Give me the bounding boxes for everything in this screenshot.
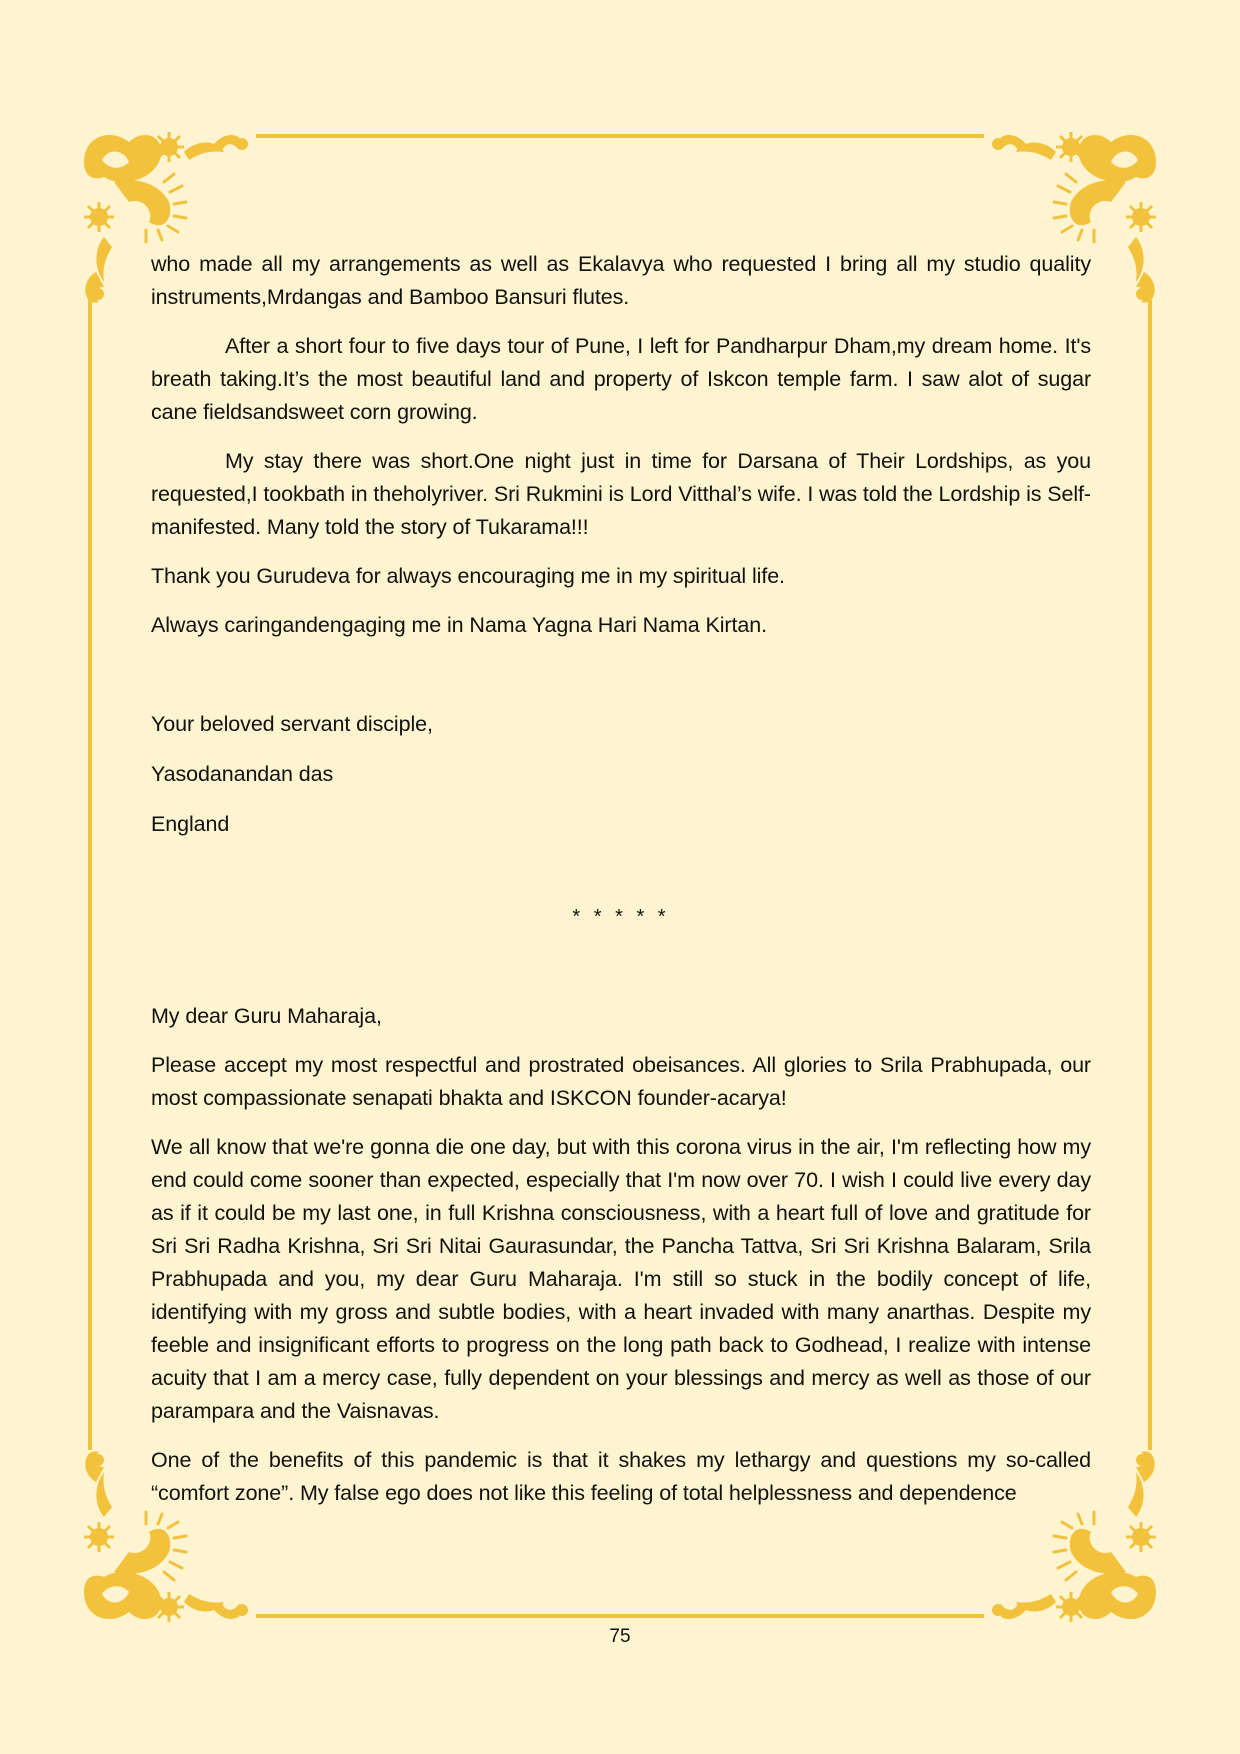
border-right-line [1148,300,1152,1450]
page-number: 75 [609,1626,631,1647]
border-left-line [88,300,92,1450]
letter2-paragraph: Please accept my most respectful and prostrated obeisances. All glories to Srila Prabhupada, our most compassionate senapati bhakta and ISKCON founder-acarya! [151,1053,1091,1110]
letter-1 [151,248,1091,841]
letter1-paragraph: My stay there was short.One night just in time for Darsana of Their Lordships, as you requested,I tookbath in theholyriver. Sri Rukmini is Lord Vitthal’s wife. I was told the Lordship is Self- manifested. Many told the story of Tukarama!!! [151,449,1091,539]
letter1-paragraph: Thank you Gurudeva for always encouraging me in my spiritual life. [151,564,785,588]
letter1-paragraph: Always caringandengaging me in Nama Yagna Hari Nama Kirtan. [151,613,767,637]
border-top-line [256,134,984,138]
signature-name: Yasodanandan das [151,762,334,786]
letter1-paragraph: who made all my arrangements as well as Ekalavya who requested I bring all my studio quality instruments,Mrdangas and Bamboo Bansuri flutes. [151,252,1091,309]
letter2-salutation: My dear Guru Maharaja, [151,1004,382,1028]
signature-location: England [151,812,230,836]
letter-2 [151,1000,1091,1510]
page-content [151,248,1091,1526]
border-bottom-line [256,1614,984,1618]
signature-block [151,708,1091,841]
letter1-paragraph: After a short four to five days tour of Pune, I left for Pandharpur Dham,my dream home. It's breath taking.It’s the most beautiful land and property of Iskcon temple farm. I saw alot of sugar cane fieldsandsweet corn growing. [151,334,1091,424]
letter2-paragraph: We all know that we're gonna die one day, but with this corona virus in the air, I'm reflecting how my end could come sooner than expected, especially that I'm now over 70. I wish I could live every day as if it could be my last one, in full Krishna consciousness, with a heart full of love and gratitude for Sri Sri Radha Krishna, Sri Sri Nitai Gaurasundar, the Pancha Tattva, Sri Sri Krishna Balaram, Srila Prabhupada and you, my dear Guru Maharaja. I'm still so stuck in the bodily concept of life, identifying with my gross and subtle bodies, with a heart invaded with many anarthas. Despite my feeble and insignificant efforts to progress on the long path back to Godhead, I realize with intense acuity that I am a mercy case, fully dependent on your blessings and mercy as well as those of our parampara and the Vaisnavas. [151,1135,1091,1423]
letter2-paragraph: One of the benefits of this pandemic is that it shakes my lethargy and questions my so-called “comfort zone”. My false ego does not like this feeling of total helplessness and dependence [151,1448,1091,1505]
closing-line: Your beloved servant disciple, [151,712,433,736]
section-separator: * * * * * [572,906,670,928]
